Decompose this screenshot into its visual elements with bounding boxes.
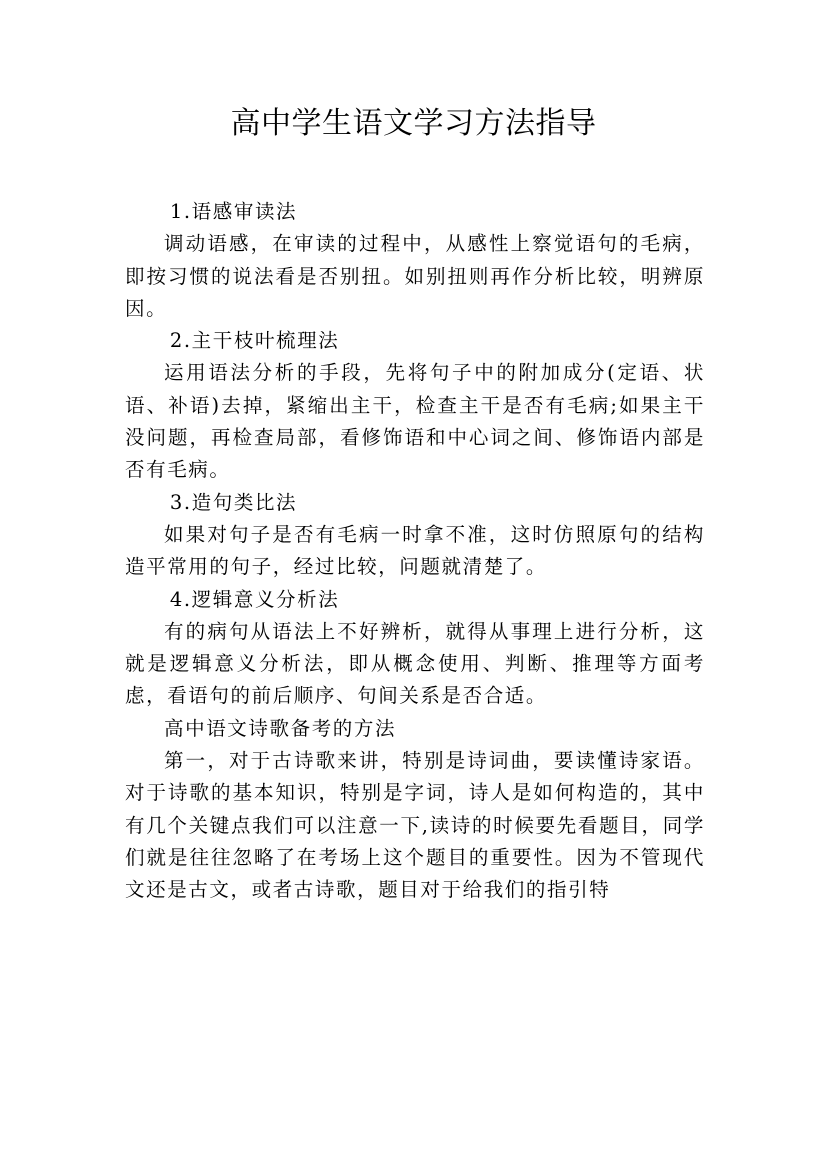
section-heading-1: 1.语感审读法 — [169, 200, 298, 223]
paragraph-3: 如果对句子是否有毛病一时拿不准，这时仿照原句的结构造平常用的句子，经过比较，问题就清楚了。 — [125, 522, 705, 579]
paragraph-4: 有的病句从语法上不好辨析，就得从事理上进行分析，这就是逻辑意义分析法，即从概念使用、判断、推理等方面考虑，看语句的前后顺序、句间关系是否合适。 — [125, 619, 705, 708]
paragraph-2: 运用语法分析的手段，先将句子中的附加成分(定语、状语、补语)去掉，紧缩出主干，检查主干是否有毛病;如果主干没问题，再检查局部，看修饰语和中心词之间、修饰语内部是否有毛病。 — [125, 361, 705, 482]
section-heading-2: 2.主干枝叶梳理法 — [169, 329, 340, 353]
section-heading-poetry: 高中语文诗歌备考的方法 — [164, 716, 397, 740]
section-heading-3: 3.造句类比法 — [169, 490, 298, 514]
document-title: 高中学生语文学习方法指导 — [230, 106, 597, 141]
paragraph-1: 调动语感，在审读的过程中，从感性上察觉语句的毛病，即按习惯的说法看是否别扭。如别扭则再作分析比较，明辨原因。 — [125, 232, 705, 320]
section-heading-4: 4.逻辑意义分析法 — [169, 587, 340, 611]
paragraph-5: 第一，对于古诗歌来讲，特别是诗词曲，要读懂诗家语。对于诗歌的基本知识，特别是字词，诗人是如何构造的，其中有几个关键点我们可以注意一下,读诗的时候要先看题目，同学们就是往往忽略了在考场上这个题目的重要性。因为不管现代文还是古文，或者古诗歌，题目对于给我们的指引特 — [125, 749, 705, 902]
document-body — [125, 196, 705, 907]
